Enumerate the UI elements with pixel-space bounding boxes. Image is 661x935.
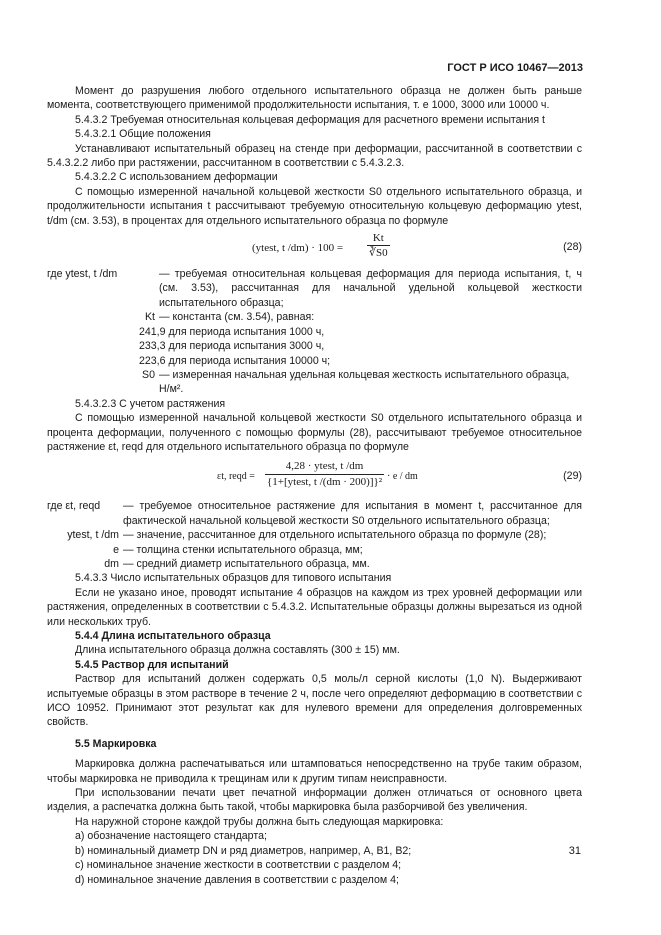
where-description: — средний диаметр испытательного образца, мм. [123,557,370,570]
formula-number: (29) [563,470,582,483]
where-row [47,499,582,528]
formula-fraction [367,231,390,261]
formula-lhs: (ytest, t /dm) · 100 = [252,242,344,255]
paragraph: Длина испытательного образца должна составлять (300 ± 15) мм. [75,644,400,657]
formula-29 [47,457,582,497]
paragraph: При использовании печати цвет печатной информации должен отличаться от основного цвета изделия, а распечатка должна быть такой, чтобы маркировка была разборчивой без увеличения. [47,787,582,814]
where-symbol: e [113,543,119,556]
formula-lhs: εt, reqd = [217,471,255,483]
where-row [47,543,582,557]
paragraph: Момент до разрушения любого отдельного испытательного образца не должен быть раньше момента, соответствующего применимой продолжительности испытания, т. е 1000, 3000 или 10000 ч. [47,85,582,112]
where-symbol: где ytest, t /dm [47,268,118,281]
list-item: c) номинальное значение жесткости в соответствии с разделом 4; [75,859,402,872]
list-item: a) обозначение настоящего стандарта; [75,830,267,843]
list-item: b) номинальный диаметр DN и ряд диаметров, например, A, B1, B2; [75,844,412,857]
where-symbol: где εt, reqd [47,500,101,513]
where-row [47,528,582,542]
fraction-numerator: Kt [367,231,390,246]
paragraph: Если не указано иное, проводят испытание 4 образцов на каждом из трех уровней деформации или растяжения, определенных в соответствии с 5.4.3.2. Испытательные образцы должны вырезаться из одной или нескольких труб. [47,586,582,628]
document-body [47,84,582,887]
kt-values [47,325,582,368]
formula-28 [47,231,582,265]
section-heading: 5.4.3.3 Число испытательных образцов для типового испытания [75,572,392,585]
section-heading: 5.4.3.2.1 Общие положения [75,128,211,141]
where-symbol: Kt [144,311,155,324]
section-heading: 5.5 Маркировка [75,737,157,750]
where-row [47,368,582,397]
where-row [47,267,582,310]
page-number: 31 [568,845,581,857]
section-heading: 5.4.4 Длина испытательного образца [75,630,271,642]
fraction-denominator: {1+[ytest, t /(dm · 200)]}² [267,475,383,488]
formula-tail: · e / dm [387,471,418,483]
list-item: d) номинальное значение давления в соответствии с разделом 4; [75,873,399,886]
section-heading: 5.4.3.2.2 С использованием деформации [75,171,278,184]
where-description: — толщина стенки испытательного образца, мм; [123,543,363,556]
paragraph: Раствор для испытаний должен содержать 0,5 моль/л серной кислоты (1,0 N). Выдерживают испытуемые образцы в этом растворе в течение 2 ч, после чего определяют деформацию в соответствии с ИСО 10952. Принимают этот результат как для нулевого времени для определения долговременных свойств. [47,673,582,729]
fraction-denominator: ∛S0 [369,247,388,260]
section-heading: 5.4.3.2 Требуемая относительная кольцевая деформация для расчетного времени испытания t [75,113,545,126]
kt-value: 233,3 для периода испытания 3000 ч, [139,340,325,353]
paragraph: Маркировка должна распечатываться или штамповаться непосредственно на трубе таким образом, чтобы маркировка не приводила к трещинам или к другим типам неисправности. [47,758,582,785]
where-row [47,557,582,571]
where-symbol: S0 [142,368,155,381]
formula-fraction [265,459,384,489]
paragraph: Устанавливают испытательный образец на стенде при деформации, рассчитанной в соответствии с 5.4.3.2.2 либо при растяжении, рассчитанном в соответствии с 5.4.3.2.3. [47,142,582,170]
where-description: — константа (см. 3.54), равная: [159,311,315,324]
kt-value: 241,9 для периода испытания 1000 ч, [139,325,325,338]
where-symbol: ytest, t /dm [67,529,119,542]
paragraph: С помощью измеренной начальной кольцевой жесткости S0 отдельного испытательного образца, и продолжительности испытания t рассчитывают требуемую относительную кольцевую деформацию ytest, t/dm (см. 3.53), в процентах для отдельного испытательного образца по формуле [47,185,582,227]
formula-number: (28) [563,241,582,254]
document-header: ГОСТ Р ИСО 10467—2013 [447,62,583,74]
where-description: — требуемое относительное растяжение для испытания в момент t, рассчитанное для фактической начальной кольцевой жесткости S0 отдельного испытательного образца; [123,500,582,527]
where-description: — требуемая относительная кольцевая деформация для периода испытания, t, ч (см. 3.53), рассчитанная для начальной удельной кольцевой жесткости испытательного образца; [159,268,582,309]
where-symbol: dm [104,557,119,570]
where-description: — измеренная начальная удельная кольцевая жесткость испытательного образца, Н/м². [159,368,570,396]
paragraph: На наружной стороне каждой трубы должна быть следующая маркировка: [75,815,444,828]
fraction-numerator: 4,28 · ytest, t /dm [265,459,384,474]
paragraph: С помощью измеренной начальной кольцевой жесткости S0 отдельного испытательного образца и процента деформации, полученного с помощью формулы (28), рассчитывают требуемое относительное растяжение εt, reqd для отдельного испытательного образца по формуле [47,412,582,453]
kt-value: 223,6 для периода испытания 10000 ч; [139,354,331,367]
section-heading: 5.4.5 Раствор для испытаний [75,658,229,671]
where-row [47,310,582,324]
where-description: — значение, рассчитанное для отдельного испытательного образца по формуле (28); [123,529,547,542]
section-heading: 5.4.3.2.3 С учетом растяжения [75,397,226,410]
